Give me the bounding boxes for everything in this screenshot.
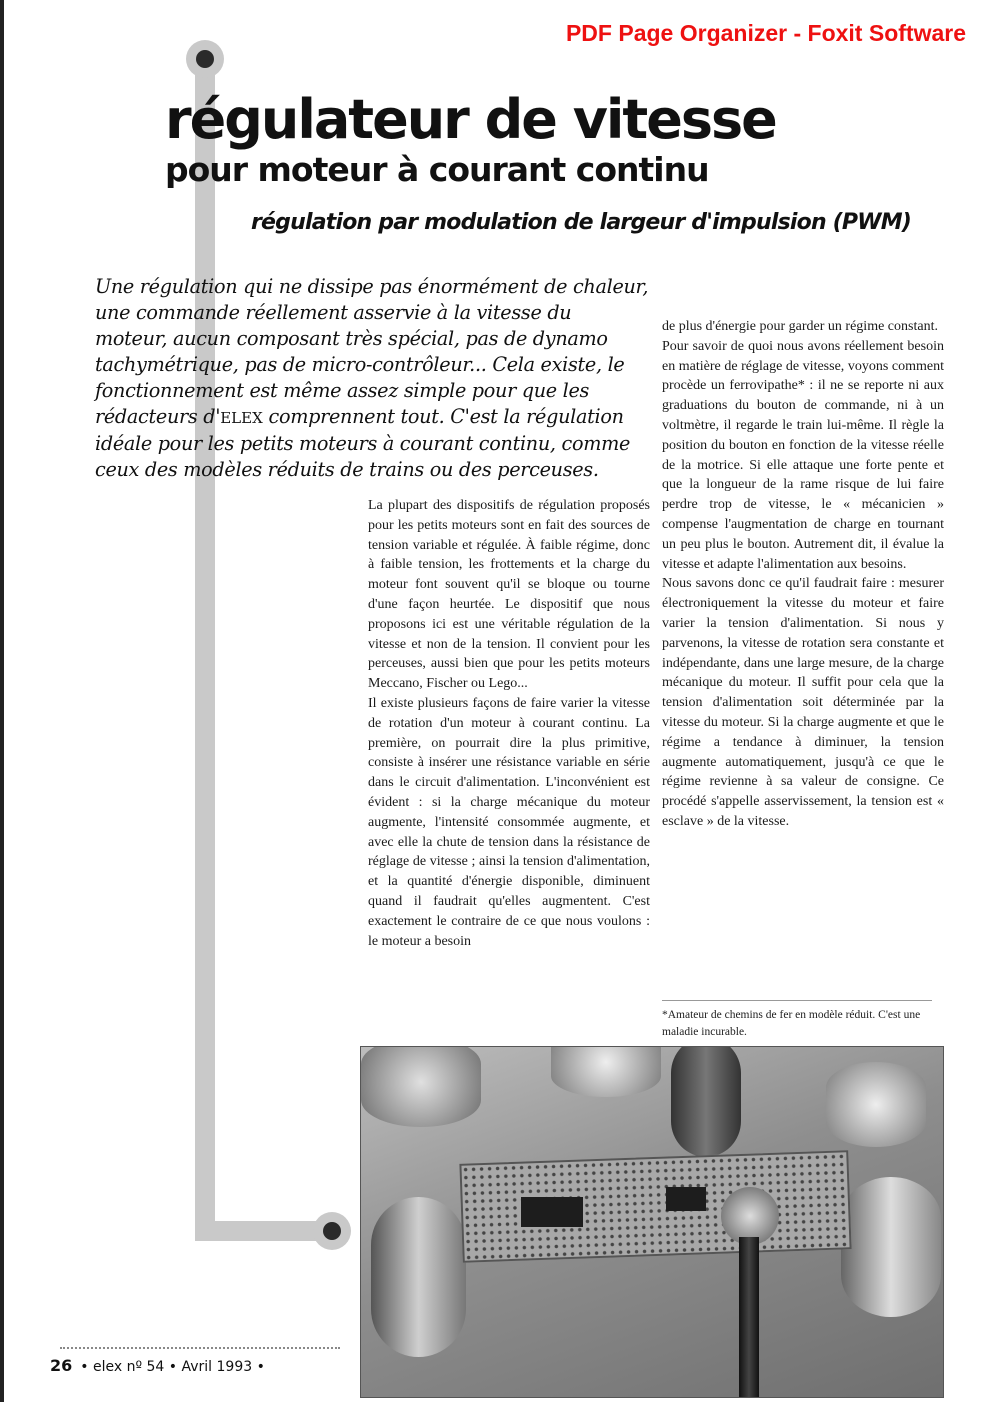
watermark: PDF Page Organizer - Foxit Software (565, 20, 966, 46)
scan-edge (0, 0, 4, 1402)
intro-line: moteur, aucun composant très spécial, pas de dynamo (95, 327, 608, 350)
intro-line: fonctionnement est même assez simple pour que les (95, 379, 590, 402)
issue-info: • elex nº 54 • Avril 1993 • (80, 1359, 265, 1375)
intro-line: tachymétrique, pas de micro-contrôleur... Cela existe, le (95, 353, 625, 376)
intro-line: idéale pour les petits moteurs à courant continu, comme (95, 432, 631, 455)
footnote: *Amateur de chemins de fer en modèle réduit. C'est une maladie incurable. (662, 1000, 932, 1041)
body-paragraph: Il existe plusieurs façons de faire varier la vitesse de rotation d'un moteur à courant continu. La première, on pourrait dire la plus primitive, consiste à insérer une résistance variable en série dans le circuit d'alimentation. L'inconvénient est évident : si la charge mécanique du moteur augmente, l'intensité consommée augmente, et avec elle la chute de tension dans la résistance de réglage de vitesse ; ainsi la tension d'alimentation, et la quantité d'énergie disponible, diminuent quand il faudrait qu'elles augmentent. C'est exactement le contraire de ce que nous voulons : le moteur a besoin (368, 695, 650, 949)
intro-line: une commande réellement asservie à la vitesse du (95, 301, 572, 324)
intro-line: Une régulation qui ne dissipe pas énormément de chaleur, (95, 275, 649, 298)
motor-image (551, 1046, 661, 1097)
motor-image (826, 1062, 926, 1147)
pcb-pad-top (186, 40, 224, 78)
pcb-trace-graphic (195, 60, 215, 1240)
motor-image (841, 1177, 941, 1317)
ic-chip-image (666, 1187, 706, 1211)
intro-paragraph (95, 274, 647, 483)
article-title: régulateur de vitesse (165, 88, 776, 151)
body-paragraph: de plus d'énergie pour garder un régime constant. (662, 319, 938, 334)
body-paragraph: La plupart des dispositifs de régulation proposés pour les petits moteurs sont en fait des sources de tension variable et régulée. À faible régime, donc à faible tension, les frottements et la charge du moteur font souvent qu'il se bloque ou tourne d'une façon heurtée. Le dispositif que nous proposons ici est une véritable régulation de la vitesse et non de la tension. Il convient pour les perceuses, aussi bien que pour les petits moteurs Meccano, Fischer ou Lego... (368, 498, 650, 692)
footer-rule (60, 1347, 340, 1349)
motor-image (371, 1197, 466, 1357)
pcb-trace-graphic-horizontal (195, 1221, 331, 1241)
page-footer (50, 1356, 265, 1375)
intro-line (95, 404, 647, 431)
article-subtitle: pour moteur à courant continu (165, 150, 709, 189)
potentiometer-shaft-image (739, 1237, 759, 1398)
intro-text: rédacteurs d' (95, 405, 221, 428)
perfboard-image (459, 1150, 851, 1263)
pcb-pad-bottom (313, 1212, 351, 1250)
body-column-2 (662, 317, 944, 832)
page-number: 26 (50, 1356, 73, 1375)
intro-text: comprennent tout. C'est la régulation (262, 405, 624, 428)
motor-image (671, 1046, 741, 1157)
article-kicker: régulation par modulation de largeur d'impulsion (PWM) (251, 210, 912, 235)
ic-chip-image (521, 1197, 583, 1227)
circuit-photo (360, 1046, 944, 1398)
body-paragraph: Nous savons donc ce qu'il faudrait faire : mesurer électroniquement la vitesse du moteur et faire varier la tension d'alimentation. Si nous y parvenons, la vitesse de rotation sera constante et indépendante, dans une large mesure, de la charge mécanique du moteur. Il suffit pour cela que la tension d'alimentation soit déterminée par la vitesse du moteur. Si la charge augmente et que le régime a tendance à diminuer, la tension augmente automatiquement, jusqu'à ce que le régime revienne à sa valeur de consigne. Ce procédé s'appelle asservissement, la tension est « esclave » de la vitesse. (662, 576, 944, 829)
brand-name: ELEX (220, 409, 263, 427)
body-paragraph: Pour savoir de quoi nous avons réellement besoin en matière de réglage de vitesse, voyons comment procède un ferrovipathe* : il ne se reporte ni aux graduations du bouton de commande, ni à un voltmètre, il regarde le train lui-même. Il règle la position du bouton en fonction de la vitesse réelle de la motrice. Si elle attaque une forte pente et que la longueur de la rame risque de lui faire perdre trop de vitesse, le « mécanicien » compense l'augmentation de charge en tournant un peu plus le bouton. Autrement dit, il évalue la vitesse et adapte l'alimentation aux besoins. (662, 338, 944, 572)
motor-image (361, 1046, 481, 1127)
body-column-1 (368, 496, 650, 951)
intro-line: ceux des modèles réduits de trains ou des perceuses. (95, 458, 599, 481)
